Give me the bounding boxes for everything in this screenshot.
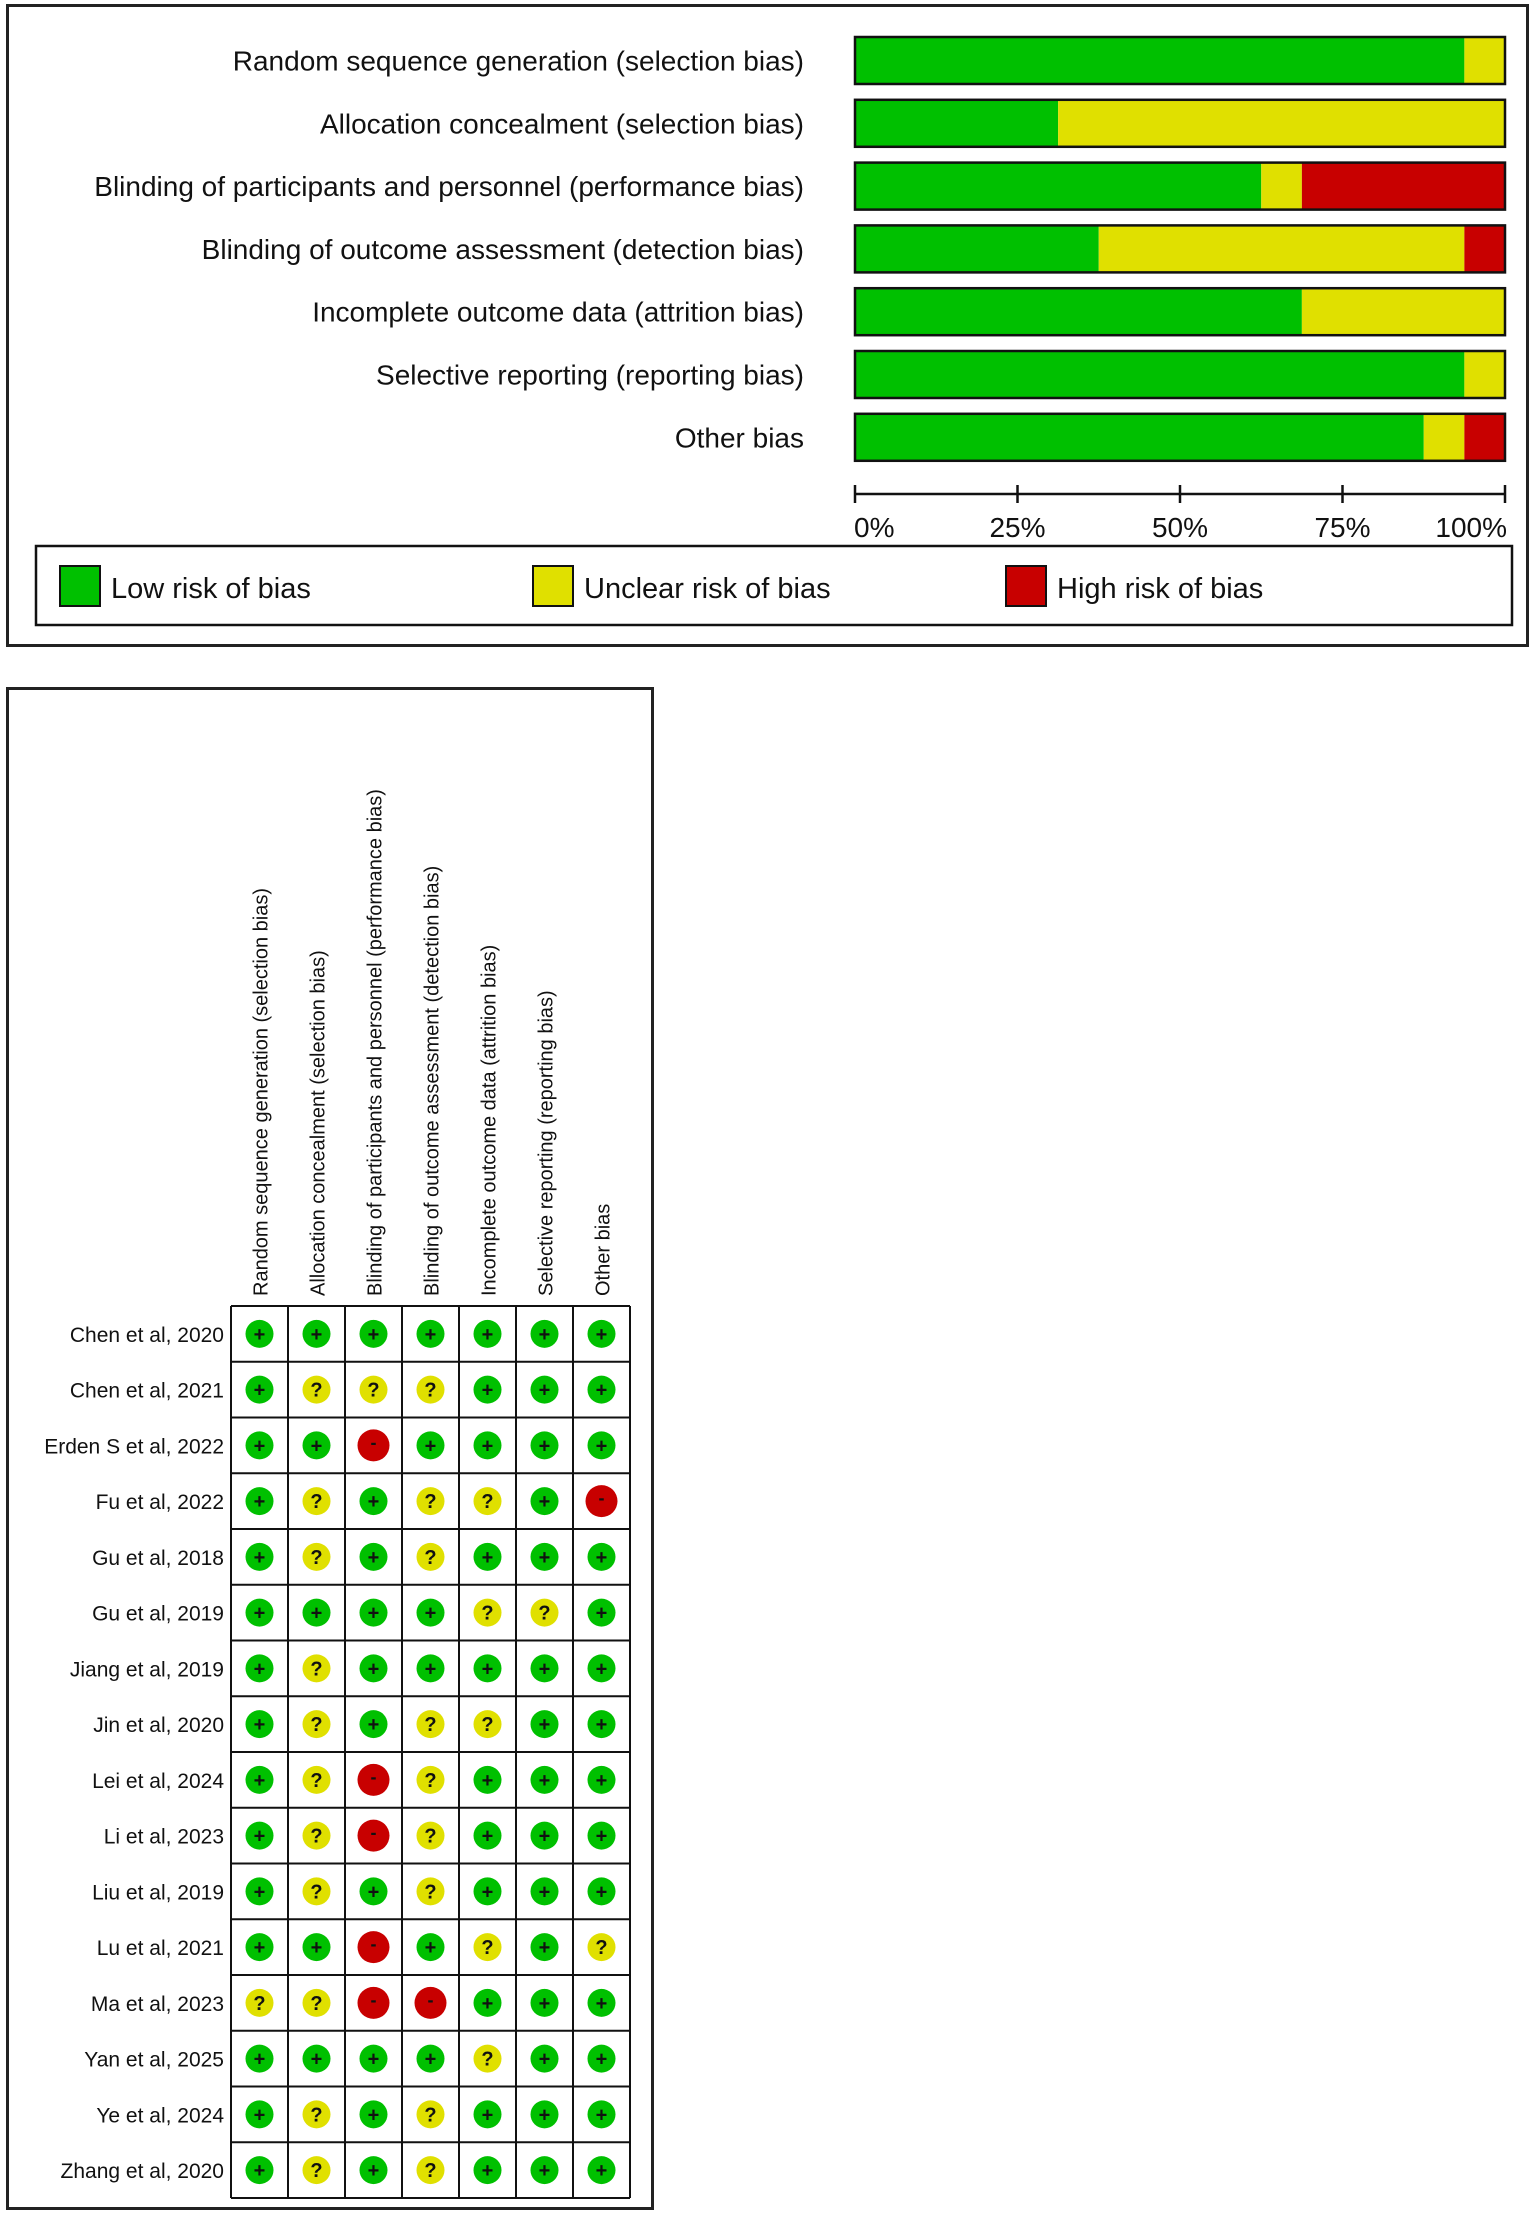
rating-symbol: ?: [424, 2104, 437, 2127]
legend-label: High risk of bias: [1057, 573, 1264, 605]
rating-symbol: ?: [424, 1546, 437, 1569]
rating-symbol: ?: [310, 1769, 323, 1792]
rating-symbol: +: [481, 2104, 494, 2127]
rating-symbol: +: [595, 2104, 608, 2127]
rating-symbol: +: [253, 1379, 266, 1402]
bar-segment: [855, 288, 1302, 335]
study-label: Zhang et al, 2020: [60, 2160, 224, 2184]
rating-symbol: +: [253, 1825, 266, 1848]
rating-symbol: +: [538, 1769, 551, 1792]
rating-symbol: ?: [310, 1714, 323, 1737]
rating-symbol: ?: [424, 1825, 437, 1848]
rating-symbol: -: [427, 1989, 434, 2010]
rating-symbol: +: [253, 2048, 266, 2071]
column-header: Other bias: [592, 1203, 615, 1296]
bar-segment: [855, 163, 1261, 210]
rating-symbol: +: [481, 1769, 494, 1792]
rating-symbol: +: [367, 1491, 380, 1514]
rating-symbol: +: [595, 1602, 608, 1625]
rating-symbol: +: [253, 1491, 266, 1514]
rating-symbol: +: [253, 1546, 266, 1569]
study-label: Jin et al, 2020: [93, 1714, 224, 1738]
study-label: Chen et al, 2021: [69, 1379, 224, 1403]
rating-symbol: ?: [595, 1937, 608, 1960]
column-header: Allocation concealment (selection bias): [307, 950, 330, 1296]
rating-symbol: +: [595, 1323, 608, 1346]
rating-symbol: ?: [310, 1992, 323, 2015]
rating-symbol: +: [538, 1658, 551, 1681]
x-axis-tick-label: 25%: [989, 512, 1046, 543]
rating-symbol: +: [595, 1992, 608, 2015]
rating-symbol: +: [595, 1825, 608, 1848]
rating-symbol: ?: [424, 1769, 437, 1792]
rating-symbol: +: [367, 2048, 380, 2071]
legend-label: Unclear risk of bias: [584, 573, 831, 605]
rating-symbol: +: [538, 1825, 551, 1848]
rating-symbol: +: [538, 1491, 551, 1514]
rating-symbol: ?: [310, 1379, 323, 1402]
category-label: Allocation concealment (selection bias): [319, 108, 804, 140]
rating-symbol: +: [367, 1323, 380, 1346]
rating-symbol: +: [481, 1379, 494, 1402]
rating-symbol: +: [481, 2160, 494, 2183]
rating-symbol: +: [595, 1546, 608, 1569]
rating-symbol: ?: [310, 1825, 323, 1848]
rating-symbol: +: [481, 1323, 494, 1346]
rating-symbol: +: [481, 1825, 494, 1848]
rating-symbol: +: [538, 1323, 551, 1346]
rating-symbol: +: [367, 1714, 380, 1737]
rating-symbol: ?: [310, 1658, 323, 1681]
risk-of-bias-grid: [6, 687, 654, 2210]
rating-symbol: +: [481, 1881, 494, 1904]
rating-symbol: +: [367, 1658, 380, 1681]
rating-symbol: +: [310, 2048, 323, 2071]
study-label: Jiang et al, 2019: [69, 1658, 224, 1682]
rating-symbol: ?: [310, 1881, 323, 1904]
bar-segment: [1302, 163, 1505, 210]
rating-symbol: +: [538, 1546, 551, 1569]
rating-symbol: +: [253, 1658, 266, 1681]
rating-symbol: +: [424, 1937, 437, 1960]
rating-symbol: ?: [481, 1714, 494, 1737]
bar-segment: [1464, 37, 1505, 84]
rating-symbol: +: [310, 1602, 323, 1625]
study-label: Lei et al, 2024: [92, 1769, 224, 1793]
summary-chart-svg: [9, 7, 1526, 644]
rating-symbol: ?: [310, 2104, 323, 2127]
bar-segment: [1261, 163, 1302, 210]
category-label: Blinding of participants and personnel (performance bias): [94, 171, 804, 203]
legend-swatch: [1006, 566, 1046, 606]
legend-swatch: [533, 566, 573, 606]
study-label: Li et al, 2023: [103, 1825, 224, 1849]
rating-symbol: ?: [481, 1602, 494, 1625]
study-label: Fu et al, 2022: [95, 1491, 224, 1515]
x-axis-tick-label: 100%: [1435, 512, 1507, 543]
rating-symbol: +: [538, 1881, 551, 1904]
bar-segment: [855, 37, 1464, 84]
rating-symbol: +: [538, 1379, 551, 1402]
study-label: Ma et al, 2023: [90, 1992, 224, 2016]
rating-symbol: -: [370, 1822, 377, 1843]
grid-chart-svg: [9, 690, 651, 2207]
column-header: Random sequence generation (selection bias): [250, 887, 273, 1296]
rating-symbol: +: [253, 1937, 266, 1960]
legend-swatch: [60, 566, 100, 606]
rating-symbol: +: [367, 1602, 380, 1625]
rating-symbol: +: [367, 2160, 380, 2183]
rating-symbol: ?: [424, 1379, 437, 1402]
bar-segment: [1424, 414, 1465, 461]
rating-symbol: +: [595, 1435, 608, 1458]
rating-symbol: +: [424, 1435, 437, 1458]
rating-symbol: +: [538, 1714, 551, 1737]
rating-symbol: +: [253, 1435, 266, 1458]
rating-symbol: +: [595, 2160, 608, 2183]
study-label: Gu et al, 2018: [92, 1546, 224, 1570]
rating-symbol: -: [370, 1432, 377, 1453]
rating-symbol: +: [481, 1435, 494, 1458]
rating-symbol: +: [424, 2048, 437, 2071]
rating-symbol: ?: [310, 1546, 323, 1569]
rating-symbol: -: [598, 1488, 605, 1509]
rating-symbol: +: [367, 1546, 380, 1569]
legend-label: Low risk of bias: [111, 573, 311, 605]
rating-symbol: +: [424, 1658, 437, 1681]
rating-symbol: ?: [424, 1881, 437, 1904]
column-header: Blinding of participants and personnel (performance bias): [364, 789, 387, 1296]
rating-symbol: +: [310, 1435, 323, 1458]
rating-symbol: -: [370, 1934, 377, 1955]
study-label: Ye et al, 2024: [96, 2104, 224, 2128]
rating-symbol: ?: [481, 1937, 494, 1960]
risk-of-bias-summary-chart: [6, 4, 1529, 647]
study-label: Erden S et al, 2022: [44, 1435, 224, 1459]
rating-symbol: ?: [424, 1491, 437, 1514]
rating-symbol: ?: [253, 1992, 266, 2015]
rating-symbol: +: [424, 1323, 437, 1346]
rating-symbol: +: [367, 1881, 380, 1904]
rating-symbol: +: [595, 1769, 608, 1792]
bar-segment: [1058, 100, 1505, 147]
rating-symbol: ?: [367, 1379, 380, 1402]
column-header: Incomplete outcome data (attrition bias): [478, 944, 501, 1296]
rating-symbol: +: [595, 2048, 608, 2071]
rating-symbol: +: [253, 1602, 266, 1625]
column-header: Blinding of outcome assessment (detection bias): [421, 865, 444, 1296]
bar-segment: [1464, 414, 1505, 461]
rating-symbol: +: [538, 1992, 551, 2015]
bar-segment: [1464, 225, 1505, 272]
study-label: Lu et al, 2021: [96, 1937, 224, 1961]
bar-segment: [855, 225, 1099, 272]
rating-symbol: +: [367, 2104, 380, 2127]
rating-symbol: ?: [310, 1491, 323, 1514]
rating-symbol: ?: [481, 1491, 494, 1514]
bar-segment: [1099, 225, 1465, 272]
rating-symbol: +: [253, 1769, 266, 1792]
rating-symbol: ?: [481, 2048, 494, 2071]
rating-symbol: +: [481, 1546, 494, 1569]
rating-symbol: +: [253, 1714, 266, 1737]
bar-segment: [1464, 351, 1505, 398]
rating-symbol: ?: [310, 2160, 323, 2183]
study-label: Gu et al, 2019: [92, 1602, 224, 1626]
rating-symbol: +: [595, 1881, 608, 1904]
rating-symbol: +: [538, 2160, 551, 2183]
rating-symbol: -: [370, 1989, 377, 2010]
rating-symbol: +: [481, 1992, 494, 2015]
rating-symbol: +: [424, 1602, 437, 1625]
rating-symbol: ?: [538, 1602, 551, 1625]
category-label: Incomplete outcome data (attrition bias): [312, 296, 804, 328]
bar-segment: [855, 351, 1464, 398]
rating-symbol: +: [310, 1323, 323, 1346]
rating-symbol: -: [370, 1766, 377, 1787]
category-label: Other bias: [674, 422, 804, 454]
category-label: Blinding of outcome assessment (detection bias): [201, 233, 804, 265]
rating-symbol: +: [538, 1937, 551, 1960]
rating-symbol: +: [595, 1714, 608, 1737]
rating-symbol: +: [595, 1379, 608, 1402]
category-label: Random sequence generation (selection bias): [232, 45, 804, 77]
category-label: Selective reporting (reporting bias): [376, 359, 804, 391]
bar-segment: [855, 414, 1424, 461]
rating-symbol: +: [538, 1435, 551, 1458]
x-axis-tick-label: 50%: [1151, 512, 1209, 543]
x-axis-tick-label: 0%: [854, 512, 895, 543]
bar-segment: [855, 100, 1058, 147]
bar-segment: [1302, 288, 1505, 335]
rating-symbol: +: [538, 2104, 551, 2127]
rating-symbol: +: [253, 1323, 266, 1346]
rating-symbol: +: [253, 1881, 266, 1904]
rating-symbol: +: [538, 2048, 551, 2071]
study-label: Chen et al, 2020: [69, 1323, 224, 1347]
rating-symbol: ?: [424, 1714, 437, 1737]
study-label: Yan et al, 2025: [84, 2048, 224, 2072]
column-header: Selective reporting (reporting bias): [535, 990, 558, 1296]
rating-symbol: +: [253, 2104, 266, 2127]
study-label: Liu et al, 2019: [92, 1881, 224, 1905]
rating-symbol: +: [595, 1658, 608, 1681]
rating-symbol: ?: [424, 2160, 437, 2183]
rating-symbol: +: [481, 1658, 494, 1681]
rating-symbol: +: [310, 1937, 323, 1960]
x-axis-tick-label: 75%: [1314, 512, 1371, 543]
rating-symbol: +: [253, 2160, 266, 2183]
